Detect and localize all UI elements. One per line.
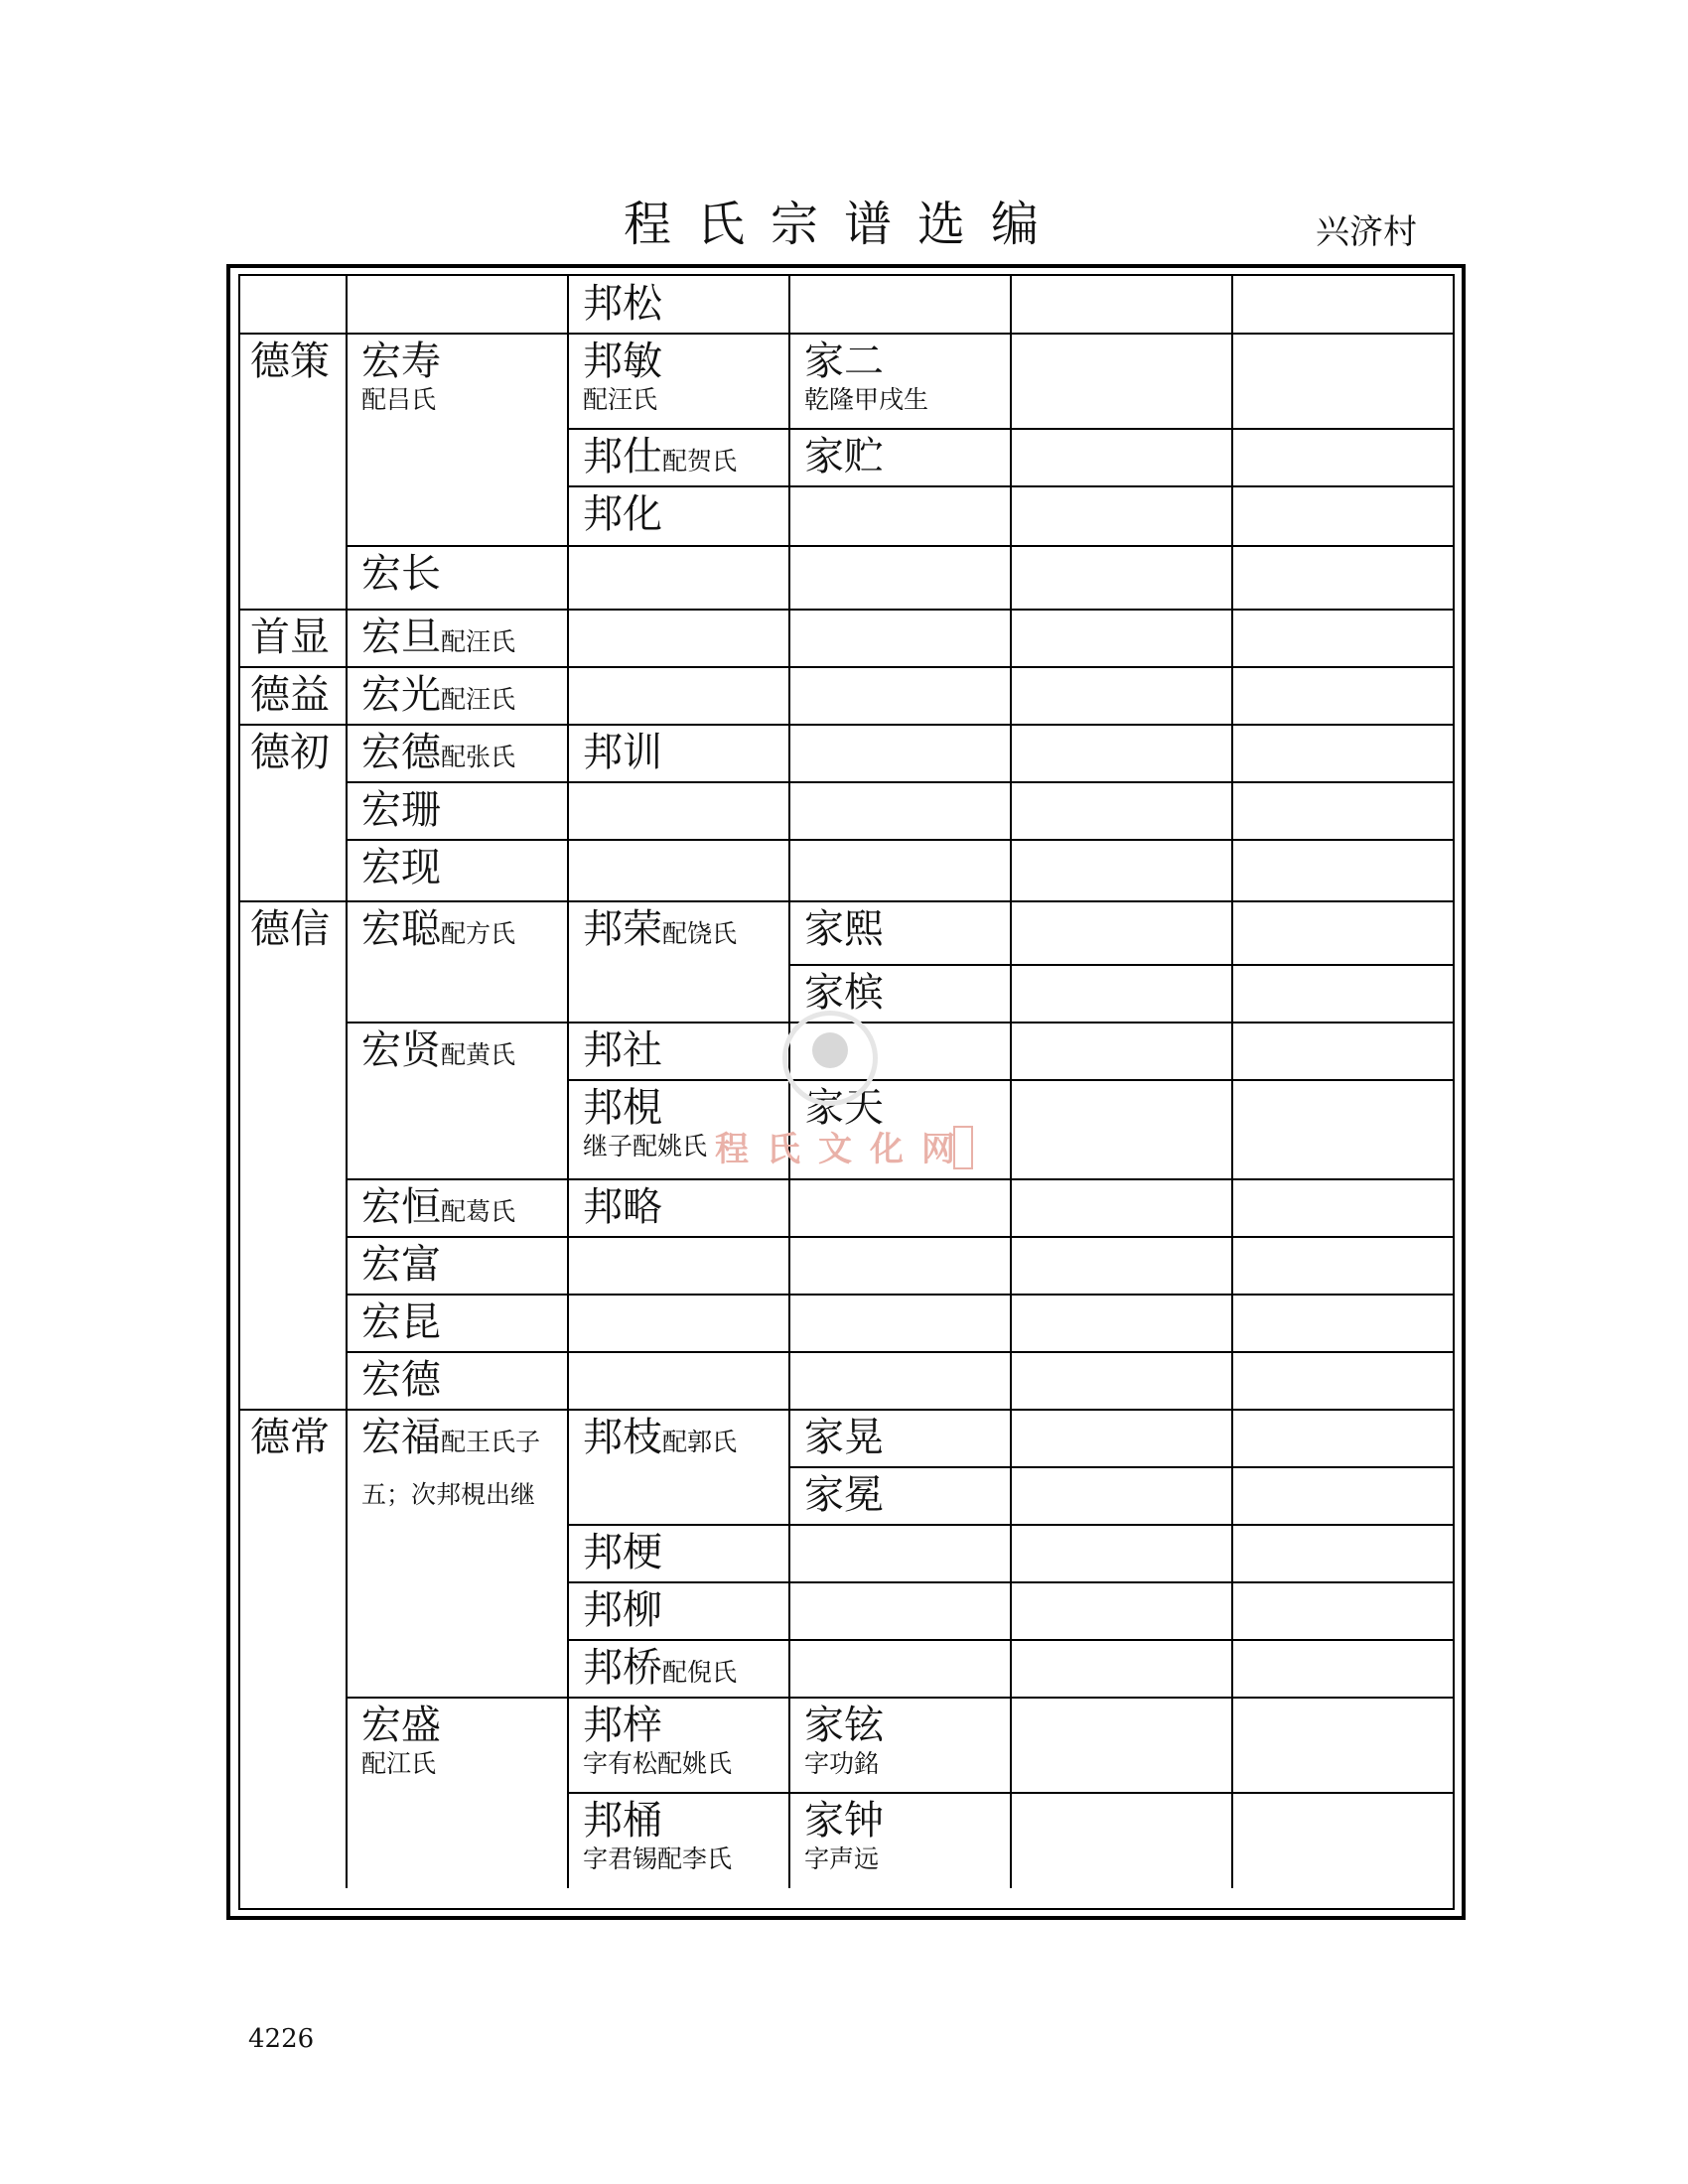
row-divider <box>238 666 1453 668</box>
generation-4-note: 乾隆甲戌生 <box>804 385 929 414</box>
generation-3-note: 字有松配姚氏 <box>583 1749 733 1778</box>
generation-2-name: 宏盛 <box>361 1703 441 1748</box>
generation-2-name: 宏福 <box>361 1415 441 1460</box>
row-divider <box>346 1294 1453 1296</box>
generation-3-cell <box>583 1183 782 1231</box>
row-divider <box>238 900 1453 902</box>
generation-3-cell <box>583 338 782 419</box>
generation-3-name: 邦略 <box>583 1184 662 1230</box>
generation-2-name: 宏德 <box>361 730 441 775</box>
generation-4-name: 家二 <box>804 339 884 384</box>
row-divider <box>238 609 1453 611</box>
generation-1-name: 德益 <box>250 672 330 718</box>
generation-2-note: 配王氏子五；次邦梘出继 <box>361 1428 541 1509</box>
generation-4-name: 家铉 <box>804 1703 884 1748</box>
generation-3-note: 配汪氏 <box>583 385 658 414</box>
generation-4-name: 家天 <box>804 1085 884 1131</box>
generation-1-cell <box>250 338 336 385</box>
generation-3-note: 配倪氏 <box>662 1658 738 1687</box>
generation-2-cell <box>361 844 561 891</box>
generation-3-name: 邦社 <box>583 1027 662 1073</box>
generation-3-name: 邦敏 <box>583 339 662 384</box>
generation-2-name: 宏贤 <box>361 1027 441 1073</box>
row-divider <box>346 781 1453 783</box>
page-number: 4226 <box>248 2024 315 2054</box>
column-divider <box>1010 276 1012 1888</box>
generation-4-cell <box>804 1797 1004 1878</box>
generation-4-name: 家冕 <box>804 1472 884 1518</box>
generation-2-name: 宏富 <box>361 1242 441 1288</box>
generation-2-cell <box>361 1414 561 1519</box>
generation-2-cell <box>361 786 561 834</box>
generation-2-name: 宏恒 <box>361 1184 441 1230</box>
generation-2-cell <box>361 905 561 958</box>
generation-2-cell <box>361 1026 561 1079</box>
generation-3-cell <box>583 433 782 485</box>
generation-3-cell <box>583 1414 782 1466</box>
generation-3-note: 配郭氏 <box>662 1428 738 1456</box>
generation-2-note: 配汪氏 <box>441 627 516 656</box>
generation-3-cell <box>583 905 782 958</box>
generation-4-name: 家晃 <box>804 1415 884 1460</box>
generation-4-name: 家熙 <box>804 906 884 952</box>
generation-3-cell <box>583 1702 782 1783</box>
generation-2-note: 配江氏 <box>361 1749 437 1778</box>
generation-3-cell <box>583 490 782 538</box>
generation-1-name: 首显 <box>250 614 330 660</box>
generation-2-note: 配方氏 <box>441 919 516 948</box>
row-divider <box>238 333 1453 335</box>
generation-4-cell <box>804 1702 1004 1783</box>
row-divider <box>788 1466 1453 1468</box>
generation-1-cell <box>250 614 336 661</box>
generation-2-note: 配吕氏 <box>361 385 437 414</box>
generation-2-cell <box>361 1298 561 1346</box>
generation-3-note: 继子配姚氏 <box>583 1132 708 1160</box>
generation-3-name: 邦桥 <box>583 1645 662 1691</box>
generation-3-cell <box>583 1586 782 1634</box>
generation-2-name: 宏长 <box>361 551 441 597</box>
row-divider <box>346 1022 1453 1024</box>
row-divider <box>346 1178 1453 1180</box>
watermark-text: 程氏文化网 <box>715 1130 973 1169</box>
row-divider <box>346 839 1453 841</box>
row-divider <box>788 964 1453 966</box>
generation-3-note: 配饶氏 <box>662 919 738 948</box>
generation-4-name: 家钟 <box>804 1798 884 1843</box>
generation-3-name: 邦梓 <box>583 1703 662 1748</box>
generation-2-cell <box>361 338 561 419</box>
generation-2-cell <box>361 729 561 781</box>
row-divider <box>346 545 1453 547</box>
generation-3-name: 邦枝 <box>583 1415 662 1460</box>
generation-2-cell <box>361 671 561 724</box>
generation-4-name: 家贮 <box>804 434 884 479</box>
watermark-stamp <box>953 1126 973 1169</box>
generation-4-note: 字功銘 <box>804 1749 880 1778</box>
generation-4-cell <box>804 1471 1004 1519</box>
generation-3-note: 字君锡配李氏 <box>583 1844 733 1873</box>
row-divider <box>346 1236 1453 1238</box>
generation-3-name: 邦梘 <box>583 1085 662 1131</box>
generation-2-name: 宏寿 <box>361 339 441 384</box>
row-divider <box>238 724 1453 726</box>
row-divider <box>238 1409 1453 1411</box>
generation-4-note: 字声远 <box>804 1844 880 1873</box>
generation-4-cell <box>804 905 1004 953</box>
generation-2-name: 宏现 <box>361 845 441 890</box>
generation-3-name: 邦训 <box>583 730 662 775</box>
generation-4-name: 家槟 <box>804 970 884 1016</box>
generation-2-name: 宏光 <box>361 672 441 718</box>
row-divider <box>346 1697 1453 1699</box>
generation-2-note: 配汪氏 <box>441 685 516 714</box>
generation-2-cell <box>361 550 561 598</box>
generation-2-name: 宏旦 <box>361 614 441 660</box>
generation-2-note: 配葛氏 <box>441 1197 516 1226</box>
generation-3-cell <box>583 1529 782 1576</box>
generation-3-name: 邦桶 <box>583 1798 662 1843</box>
generation-3-cell <box>583 280 782 328</box>
generation-1-name: 德初 <box>250 730 330 775</box>
column-divider <box>346 276 348 1888</box>
row-divider <box>346 1351 1453 1353</box>
generation-1-name: 德常 <box>250 1415 330 1460</box>
generation-4-cell <box>804 969 1004 1017</box>
generation-2-name: 宏昆 <box>361 1299 441 1345</box>
generation-2-cell <box>361 1183 561 1236</box>
column-divider <box>1231 276 1233 1888</box>
generation-4-cell <box>804 1414 1004 1461</box>
generation-3-name: 邦松 <box>583 281 662 327</box>
generation-3-name: 邦柳 <box>583 1587 662 1633</box>
column-divider <box>567 276 569 1888</box>
generation-1-cell <box>250 671 336 719</box>
page-title: 程氏宗谱选编 <box>623 197 1064 252</box>
generation-2-cell <box>361 1356 561 1404</box>
generation-3-name: 邦荣 <box>583 906 662 952</box>
generation-1-name: 德策 <box>250 339 330 384</box>
generation-4-cell <box>804 433 1004 480</box>
generation-3-name: 邦梗 <box>583 1530 662 1575</box>
generation-2-cell <box>361 1241 561 1289</box>
generation-3-name: 邦化 <box>583 491 662 537</box>
generation-2-name: 宏德 <box>361 1357 441 1403</box>
generation-3-note: 配贺氏 <box>662 447 738 476</box>
generation-3-cell <box>583 1797 782 1878</box>
generation-3-name: 邦仕 <box>583 434 662 479</box>
generation-2-note: 配黄氏 <box>441 1040 516 1069</box>
generation-1-cell <box>250 905 336 953</box>
generation-4-cell <box>804 338 1004 419</box>
generation-2-note: 配张氏 <box>441 743 516 771</box>
generation-1-name: 德信 <box>250 906 330 952</box>
generation-2-name: 宏聪 <box>361 906 441 952</box>
generation-1-cell <box>250 1414 336 1461</box>
seal-logo-center <box>812 1032 848 1068</box>
generation-2-cell <box>361 614 561 666</box>
generation-2-name: 宏珊 <box>361 787 441 833</box>
generation-2-cell <box>361 1702 561 1783</box>
generation-3-cell <box>583 1644 782 1697</box>
generation-1-cell <box>250 729 336 776</box>
generation-3-cell <box>583 1026 782 1074</box>
generation-3-cell <box>583 729 782 776</box>
village-name: 兴济村 <box>1316 212 1417 252</box>
